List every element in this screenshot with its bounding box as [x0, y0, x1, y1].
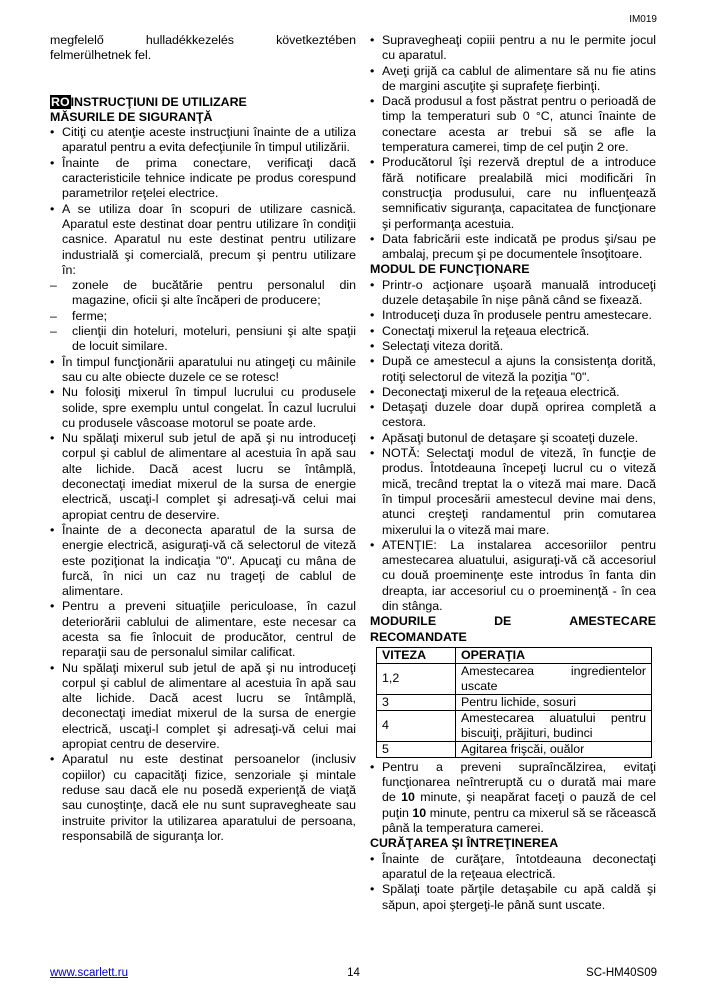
table-row: [377, 741, 652, 757]
speed-cell: 4: [377, 710, 456, 741]
table-header-row: [377, 647, 652, 663]
safety-list: [50, 125, 356, 844]
column-header: VITEZA: [377, 647, 456, 663]
list-item: • Producătorul îşi rezervă dreptul de a introduce fără notificare prealabilă mici modificări în construcţia produsului, care nu influenţează semnificativ siguranţa, capacitatea de funcţionare şi performanţa acestuia.: [370, 155, 656, 231]
instructions-title: INSTRUCŢIUNI DE UTILIZARE: [70, 94, 247, 109]
list-item: • După ce amestecul a ajuns la consistenţa dorită, rotiţi selectorul de viteză la poziţia "0".: [370, 354, 656, 385]
list-item: • Deconectaţi mixerul de la reţeaua electrică.: [370, 385, 656, 400]
list-item: • Înainte de prima conectare, verificaţi dacă caracteristicile tehnice indicate pe produs corespund parametrilor reţelei electrice.: [50, 156, 356, 202]
speed-table: [376, 647, 652, 758]
list-item: • Data fabricării este indicată pe produs şi/sau pe ambalaj, precum şi pe documentele însoţitoare.: [370, 232, 656, 263]
list-item: • ATENŢIE: La instalarea accesoriilor pentru amestecarea aluatului, asiguraţi-vă că accesoriul cu două proeminenţe este introdus în fanta din dreapta, iar accesoriul cu o proeminenţă - în cea din stânga.: [370, 538, 656, 614]
table-row: [377, 710, 652, 741]
list-item: • Detaşaţi duzele doar după oprirea completă a cestora.: [370, 400, 656, 431]
list-item: • Apăsaţi butonul de detaşare şi scoateţi duzele.: [370, 431, 656, 446]
list-item: • În timpul funcţionării aparatului nu atingeţi cu mâinile sau cu alte obiecte duzele ce se rotesc!: [50, 355, 356, 386]
dash-item: – zonele de bucătărie pentru personalul din magazine, oficii şi alte încăperi de producere;: [50, 278, 356, 309]
document-code: IM019: [629, 14, 657, 25]
list-item: • Aveţi grijă ca cablul de alimentare să nu fie atins de margini ascuţite şi suprafeţe fierbinţi.: [370, 64, 656, 95]
list-item: • A se utiliza doar în scopuri de utilizare casnică. Aparatul este destinat doar pentru utilizare în condiţii casnice. Aparatul nu este destinat pentru utilizare industrială şi comercială, precum şi pentru utilizare în:: [50, 202, 356, 278]
left-column: [50, 33, 356, 844]
list-item: • Aparatul nu este destinat persoanelor (inclusiv copiilor) cu capacităţi fizice, senzoriale şi mintale reduse sau dacă ele nu posedă experienţă de viaţă sau cunoştinţe, dacă ele nu sunt supravegheate sau instruite privitor la utilizarea aparatului de persoana, responsabilă de siguranţa lor.: [50, 752, 356, 844]
speed-cell: 1,2: [377, 663, 456, 694]
safety-list-continued: [370, 33, 656, 262]
list-item: • Înainte de curăţare, întotdeauna deconectaţi aparatul de la reţeaua electrică.: [370, 852, 656, 883]
modes-title: MODURILE DE AMESTECARE: [370, 614, 656, 629]
column-header: OPERAŢIA: [456, 647, 652, 663]
list-item: • NOTĂ: Selectaţi modul de viteză, în funcţie de produs. Întotdeauna începeţi lucrul cu o viteză mică, trecând treptat la o viteză mai mare. Dacă în timpul procesării amestecul devine mai dens, atunci creşteţi randamentul prin comutarea mixerului la o viteză mai mare.: [370, 446, 656, 538]
right-column: [370, 33, 656, 913]
intro-paragraph: megfelelő hulladékkezelés következtében felmerülhetnek fel.: [50, 33, 356, 63]
speed-cell: 3: [377, 694, 456, 710]
dash-item: – ferme;: [50, 309, 356, 324]
operation-list: [370, 278, 656, 615]
table-row: [377, 663, 652, 694]
website-link[interactable]: www.scarlett.ru: [50, 967, 128, 979]
modes-title-line2: RECOMANDATE: [370, 629, 467, 644]
operation-cell: Pentru lichide, sosuri: [456, 694, 652, 710]
list-item: • Conectaţi mixerul la reţeaua electrică.: [370, 324, 656, 339]
section-title: [50, 95, 356, 110]
list-item: • Pentru a preveni situaţiile periculoase, în cazul deteriorării cablului de alimentare, este necesar ca acesta sa fie înlocuit de producător, centrul de reparaţii sau de personalul similar calificat.: [50, 599, 356, 660]
cleaning-title: CURĂŢAREA ŞI ÎNTREŢINEREA: [370, 836, 559, 851]
list-item: • Nu folosiţi mixerul în timpul lucrului cu produsele solide, spre exemplu untul congelat. În cazul lucrului cu produsele vâscoase motorul se poate arde.: [50, 385, 356, 431]
list-item: • Nu spălaţi mixerul sub jetul de apă şi nu introduceţi corpul şi cablul de alimentare al acestuia în apă sau alte lichide. Dacă acest lucru se întâmplă, deconectaţi imediat mixerul de la sursa de energie electrică, uscaţi-l complet şi adresaţi-vă celui mai apropiat centru de deservire.: [50, 431, 356, 523]
overheat-list: [370, 760, 656, 836]
model-number: SC-HM40S09: [586, 967, 657, 979]
list-item: • Spălaţi toate părţile detaşabile cu apă caldă şi săpun, apoi ştergeţi-le până sunt uscate.: [370, 882, 656, 913]
operation-cell: Amestecarea aluatului pentru biscuiţi, prăjituri, budinci: [456, 710, 652, 741]
list-item: • Introduceţi duza în produsele pentru amestecare.: [370, 308, 656, 323]
list-item: • Supravegheaţi copiii pentru a nu le permite jocul cu aparatul.: [370, 33, 656, 64]
table-row: [377, 694, 652, 710]
safety-title: MĂSURILE DE SIGURANŢĂ: [50, 109, 213, 124]
dash-item: – clienţii din hoteluri, moteluri, pensiuni şi alte spaţii de locuit similare.: [50, 324, 356, 355]
language-tag: RO: [51, 94, 70, 109]
list-item: • Printr-o acţionare uşoară manuală introduceţi duzele detaşabile în nişe până când se fixează.: [370, 278, 656, 309]
list-item: • Dacă produsul a fost păstrat pentru o perioadă de timp la temperaturi sub 0 °C, atunci înainte de conectare acesta ar trebui să se afle la temperatura camerei, timp de cel puţin 2 ore.: [370, 94, 656, 155]
cleaning-list: [370, 852, 656, 913]
operation-cell: Amestecarea ingredientelor uscate: [456, 663, 652, 694]
list-item: • Nu spălaţi mixerul sub jetul de apă şi nu introduceţi corpul şi cablul de alimentare al acestuia în apă sau alte lichide. Dacă acest lucru se întâmplă, deconectaţi imediat mixerul de la sursa de energie electrică, uscaţi-l complet şi adresaţi-vă celui mai apropiat centru de deservire.: [50, 661, 356, 753]
operation-title: MODUL DE FUNCŢIONARE: [370, 262, 530, 277]
list-item: • Citiţi cu atenţie aceste instrucţiuni înainte de a utiliza aparatul pentru a evita defecţiunile în timpul utilizării.: [50, 125, 356, 156]
list-item: • Înainte de a deconecta aparatul de la sursa de energie electrică, asiguraţi-vă că selectorul de viteză este poziţionat la indicaţia "0". Apucaţi cu mâna de furcă, în nici un caz nu trageţi de cablul de alimentare.: [50, 523, 356, 599]
page-number: 14: [347, 967, 360, 979]
list-item: • Pentru a preveni supraîncălzirea, evitaţi funcţionarea neîntreruptă cu o durată mai mare de 10 minute, şi neapărat faceţi o pauză de cel puţin 10 minute, pentru ca mixerul să se răcească până la temperatura camerei.: [370, 760, 656, 836]
list-item: • Selectaţi viteza dorită.: [370, 339, 656, 354]
operation-cell: Agitarea frişcăi, ouălor: [456, 741, 652, 757]
speed-cell: 5: [377, 741, 456, 757]
